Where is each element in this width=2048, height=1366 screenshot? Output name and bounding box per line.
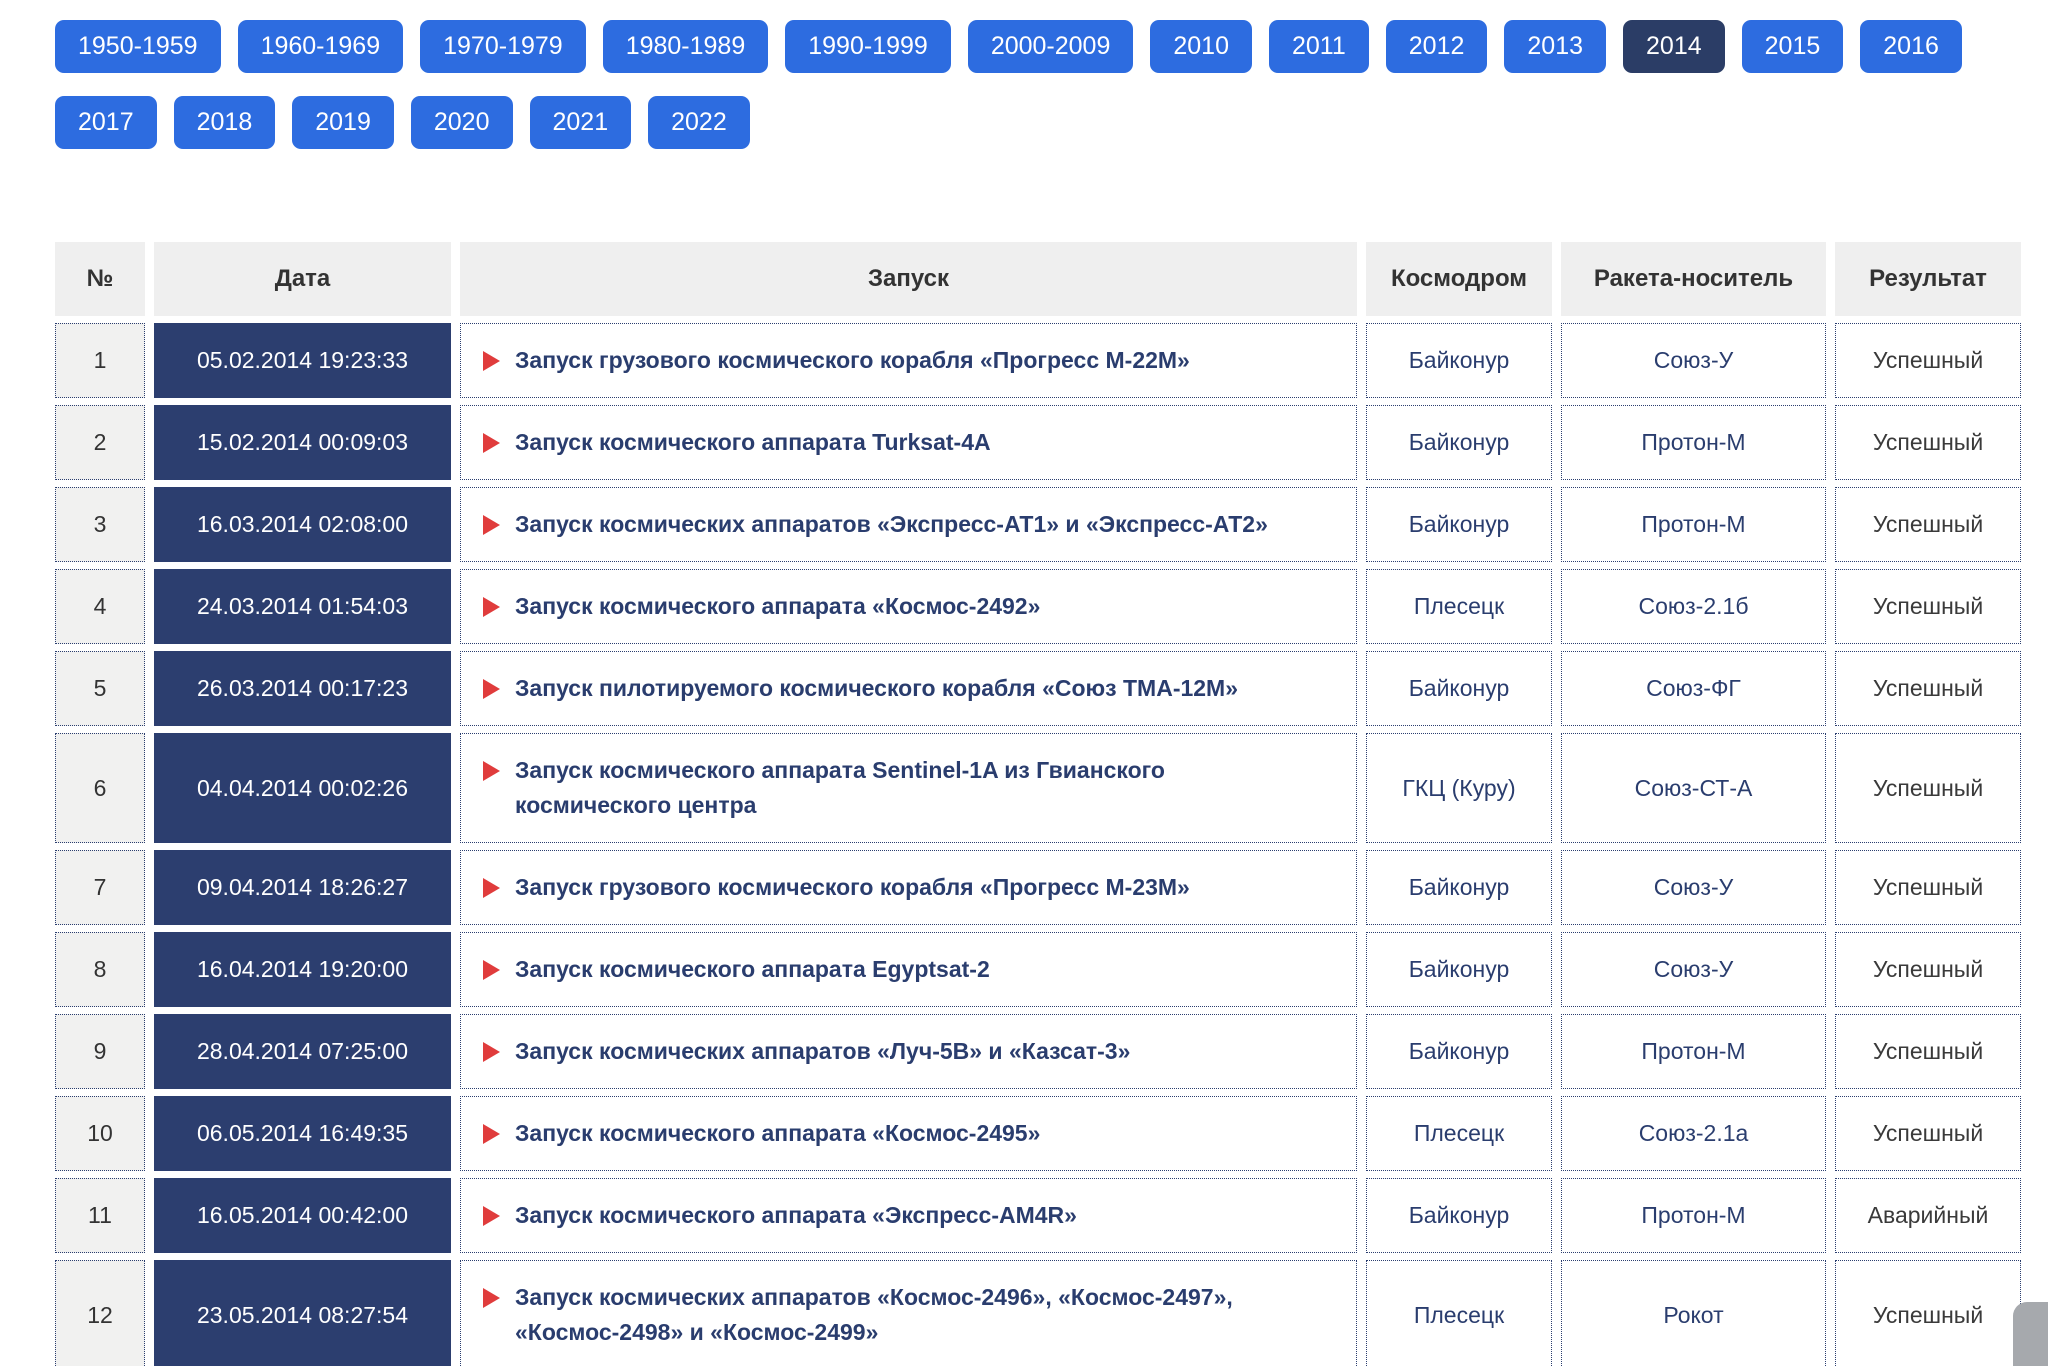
launch-title-text: Запуск космического аппарата Sentinel-1A из Гвианского космического центра xyxy=(515,757,1165,818)
triangle-right-icon xyxy=(483,351,500,371)
result-cell: Успешный xyxy=(1835,850,2021,925)
year-filter-button-1950-1959[interactable]: 1950-1959 xyxy=(55,20,221,73)
launch-title-cell xyxy=(460,651,1357,726)
table-row xyxy=(55,932,2021,1007)
launch-title-link[interactable] xyxy=(481,952,1346,987)
row-number-cell: 5 xyxy=(55,651,145,726)
triangle-right-icon xyxy=(483,1206,500,1226)
rocket-cell: Протон-М xyxy=(1561,405,1826,480)
launch-title-cell xyxy=(460,850,1357,925)
table-row xyxy=(55,405,2021,480)
launch-title-text: Запуск космических аппаратов «Экспресс-АТ1» и «Экспресс-АТ2» xyxy=(515,511,1268,537)
launch-date-cell: 28.04.2014 07:25:00 xyxy=(154,1014,451,1089)
row-number-cell: 11 xyxy=(55,1178,145,1253)
triangle-right-icon xyxy=(483,433,500,453)
rocket-cell: Протон-М xyxy=(1561,487,1826,562)
year-filter-button-2019[interactable]: 2019 xyxy=(292,96,394,149)
launch-title-text: Запуск грузового космического корабля «Прогресс М-22М» xyxy=(515,347,1190,373)
row-number-cell: 7 xyxy=(55,850,145,925)
result-cell: Успешный xyxy=(1835,323,2021,398)
launch-title-text: Запуск грузового космического корабля «Прогресс М-23М» xyxy=(515,874,1190,900)
header-rocket: Ракета-носитель xyxy=(1561,242,1826,316)
rocket-cell: Протон-М xyxy=(1561,1014,1826,1089)
rocket-cell: Союз-У xyxy=(1561,932,1826,1007)
year-filter-button-2018[interactable]: 2018 xyxy=(174,96,276,149)
launch-title-link[interactable] xyxy=(481,1034,1346,1069)
triangle-right-icon xyxy=(483,597,500,617)
year-filter-button-2012[interactable]: 2012 xyxy=(1386,20,1488,73)
year-filter-button-2022[interactable]: 2022 xyxy=(648,96,750,149)
cosmodrome-cell: Байконур xyxy=(1366,405,1552,480)
table-row xyxy=(55,569,2021,644)
scroll-top-button[interactable] xyxy=(2013,1302,2048,1366)
result-cell: Успешный xyxy=(1835,405,2021,480)
triangle-right-icon xyxy=(483,761,500,781)
year-filter-button-1980-1989[interactable]: 1980-1989 xyxy=(603,20,769,73)
table-header-row xyxy=(55,242,2021,316)
year-filter-button-2013[interactable]: 2013 xyxy=(1504,20,1606,73)
cosmodrome-cell: Байконур xyxy=(1366,487,1552,562)
launch-title-cell xyxy=(460,1260,1357,1366)
rocket-cell: Рокот xyxy=(1561,1260,1826,1366)
rocket-cell: Союз-2.1а xyxy=(1561,1096,1826,1171)
year-filter-button-2017[interactable]: 2017 xyxy=(55,96,157,149)
rocket-cell: Союз-ФГ xyxy=(1561,651,1826,726)
launch-title-text: Запуск космических аппаратов «Космос-2496», «Космос-2497», «Космос-2498» и «Космос-2499» xyxy=(515,1284,1233,1345)
launch-title-link[interactable] xyxy=(481,1280,1346,1350)
cosmodrome-cell: Байконур xyxy=(1366,651,1552,726)
result-cell: Успешный xyxy=(1835,932,2021,1007)
triangle-right-icon xyxy=(483,1124,500,1144)
year-filter-button-2014[interactable]: 2014 xyxy=(1623,20,1725,73)
result-cell: Успешный xyxy=(1835,1260,2021,1366)
result-cell: Успешный xyxy=(1835,487,2021,562)
cosmodrome-cell: Байконур xyxy=(1366,932,1552,1007)
launch-title-link[interactable] xyxy=(481,507,1346,542)
result-cell: Аварийный xyxy=(1835,1178,2021,1253)
result-cell: Успешный xyxy=(1835,1014,2021,1089)
table-row xyxy=(55,487,2021,562)
triangle-right-icon xyxy=(483,515,500,535)
row-number-cell: 3 xyxy=(55,487,145,562)
result-cell: Успешный xyxy=(1835,1096,2021,1171)
header-launch: Запуск xyxy=(460,242,1357,316)
row-number-cell: 2 xyxy=(55,405,145,480)
launch-date-cell: 16.03.2014 02:08:00 xyxy=(154,487,451,562)
launch-title-cell xyxy=(460,1014,1357,1089)
year-filter-button-2000-2009[interactable]: 2000-2009 xyxy=(968,20,1134,73)
launch-date-cell: 05.02.2014 19:23:33 xyxy=(154,323,451,398)
launch-title-text: Запуск пилотируемого космического корабля «Союз ТМА-12М» xyxy=(515,675,1239,701)
launch-title-link[interactable] xyxy=(481,1198,1346,1233)
row-number-cell: 12 xyxy=(55,1260,145,1366)
year-filter-bar xyxy=(0,0,2048,149)
cosmodrome-cell: Байконур xyxy=(1366,1178,1552,1253)
launch-date-cell: 24.03.2014 01:54:03 xyxy=(154,569,451,644)
cosmodrome-cell: Байконур xyxy=(1366,850,1552,925)
launch-title-cell xyxy=(460,569,1357,644)
rocket-cell: Союз-2.1б xyxy=(1561,569,1826,644)
launch-title-link[interactable] xyxy=(481,343,1346,378)
year-filter-button-1970-1979[interactable]: 1970-1979 xyxy=(420,20,586,73)
row-number-cell: 8 xyxy=(55,932,145,1007)
launch-title-cell xyxy=(460,1178,1357,1253)
launch-title-text: Запуск космических аппаратов «Луч-5В» и «Казсат-3» xyxy=(515,1038,1131,1064)
launch-title-cell xyxy=(460,932,1357,1007)
launches-table xyxy=(46,235,2030,1366)
triangle-right-icon xyxy=(483,679,500,699)
launch-date-cell: 15.02.2014 00:09:03 xyxy=(154,405,451,480)
cosmodrome-cell: Плесецк xyxy=(1366,1096,1552,1171)
launch-title-text: Запуск космического аппарата «Космос-2492» xyxy=(515,593,1041,619)
cosmodrome-cell: Байконур xyxy=(1366,323,1552,398)
launch-title-link[interactable] xyxy=(481,753,1346,823)
cosmodrome-cell: ГКЦ (Куру) xyxy=(1366,733,1552,843)
launch-title-link[interactable] xyxy=(481,589,1346,624)
year-filter-button-2010[interactable]: 2010 xyxy=(1150,20,1252,73)
table-row xyxy=(55,1096,2021,1171)
launch-date-cell: 26.03.2014 00:17:23 xyxy=(154,651,451,726)
result-cell: Успешный xyxy=(1835,651,2021,726)
cosmodrome-cell: Байконур xyxy=(1366,1014,1552,1089)
year-filter-button-1960-1969[interactable]: 1960-1969 xyxy=(238,20,404,73)
launch-title-cell xyxy=(460,323,1357,398)
row-number-cell: 1 xyxy=(55,323,145,398)
launch-date-cell: 04.04.2014 00:02:26 xyxy=(154,733,451,843)
row-number-cell: 10 xyxy=(55,1096,145,1171)
launch-title-cell xyxy=(460,405,1357,480)
header-cosmodrome: Космодром xyxy=(1366,242,1552,316)
triangle-right-icon xyxy=(483,960,500,980)
triangle-right-icon xyxy=(483,1288,500,1308)
header-date: Дата xyxy=(154,242,451,316)
launch-title-cell xyxy=(460,733,1357,843)
year-filter-button-2020[interactable]: 2020 xyxy=(411,96,513,149)
launch-title-cell xyxy=(460,487,1357,562)
rocket-cell: Союз-У xyxy=(1561,850,1826,925)
launch-title-link[interactable] xyxy=(481,425,1346,460)
table-row xyxy=(55,1178,2021,1253)
rocket-cell: Протон-М xyxy=(1561,1178,1826,1253)
table-row xyxy=(55,850,2021,925)
table-row xyxy=(55,323,2021,398)
launch-date-cell: 23.05.2014 08:27:54 xyxy=(154,1260,451,1366)
launch-date-cell: 09.04.2014 18:26:27 xyxy=(154,850,451,925)
cosmodrome-cell: Плесецк xyxy=(1366,1260,1552,1366)
launch-title-text: Запуск космического аппарата Egyptsat-2 xyxy=(515,956,990,982)
table-row xyxy=(55,733,2021,843)
year-filter-button-1990-1999[interactable]: 1990-1999 xyxy=(785,20,951,73)
rocket-cell: Союз-СТ-А xyxy=(1561,733,1826,843)
launch-date-cell: 16.05.2014 00:42:00 xyxy=(154,1178,451,1253)
launch-title-link[interactable] xyxy=(481,671,1346,706)
result-cell: Успешный xyxy=(1835,569,2021,644)
cosmodrome-cell: Плесецк xyxy=(1366,569,1552,644)
result-cell: Успешный xyxy=(1835,733,2021,843)
row-number-cell: 4 xyxy=(55,569,145,644)
year-filter-button-2011[interactable]: 2011 xyxy=(1269,20,1369,73)
rocket-cell: Союз-У xyxy=(1561,323,1826,398)
row-number-cell: 9 xyxy=(55,1014,145,1089)
year-filter-button-2021[interactable]: 2021 xyxy=(530,96,632,149)
launch-title-text: Запуск космического аппарата Turksat-4A xyxy=(515,429,991,455)
table-row xyxy=(55,1260,2021,1366)
year-filter-button-2016[interactable]: 2016 xyxy=(1860,20,1962,73)
launch-title-cell xyxy=(460,1096,1357,1171)
launch-title-text: Запуск космического аппарата «Экспресс-АМ4R» xyxy=(515,1202,1077,1228)
launch-title-link[interactable] xyxy=(481,870,1346,905)
table-row xyxy=(55,1014,2021,1089)
launch-date-cell: 16.04.2014 19:20:00 xyxy=(154,932,451,1007)
row-number-cell: 6 xyxy=(55,733,145,843)
launch-title-link[interactable] xyxy=(481,1116,1346,1151)
triangle-right-icon xyxy=(483,1042,500,1062)
launch-title-text: Запуск космического аппарата «Космос-2495» xyxy=(515,1120,1041,1146)
launch-date-cell: 06.05.2014 16:49:35 xyxy=(154,1096,451,1171)
table-row xyxy=(55,651,2021,726)
header-result: Результат xyxy=(1835,242,2021,316)
header-num: № xyxy=(55,242,145,316)
year-filter-button-2015[interactable]: 2015 xyxy=(1742,20,1844,73)
triangle-right-icon xyxy=(483,878,500,898)
